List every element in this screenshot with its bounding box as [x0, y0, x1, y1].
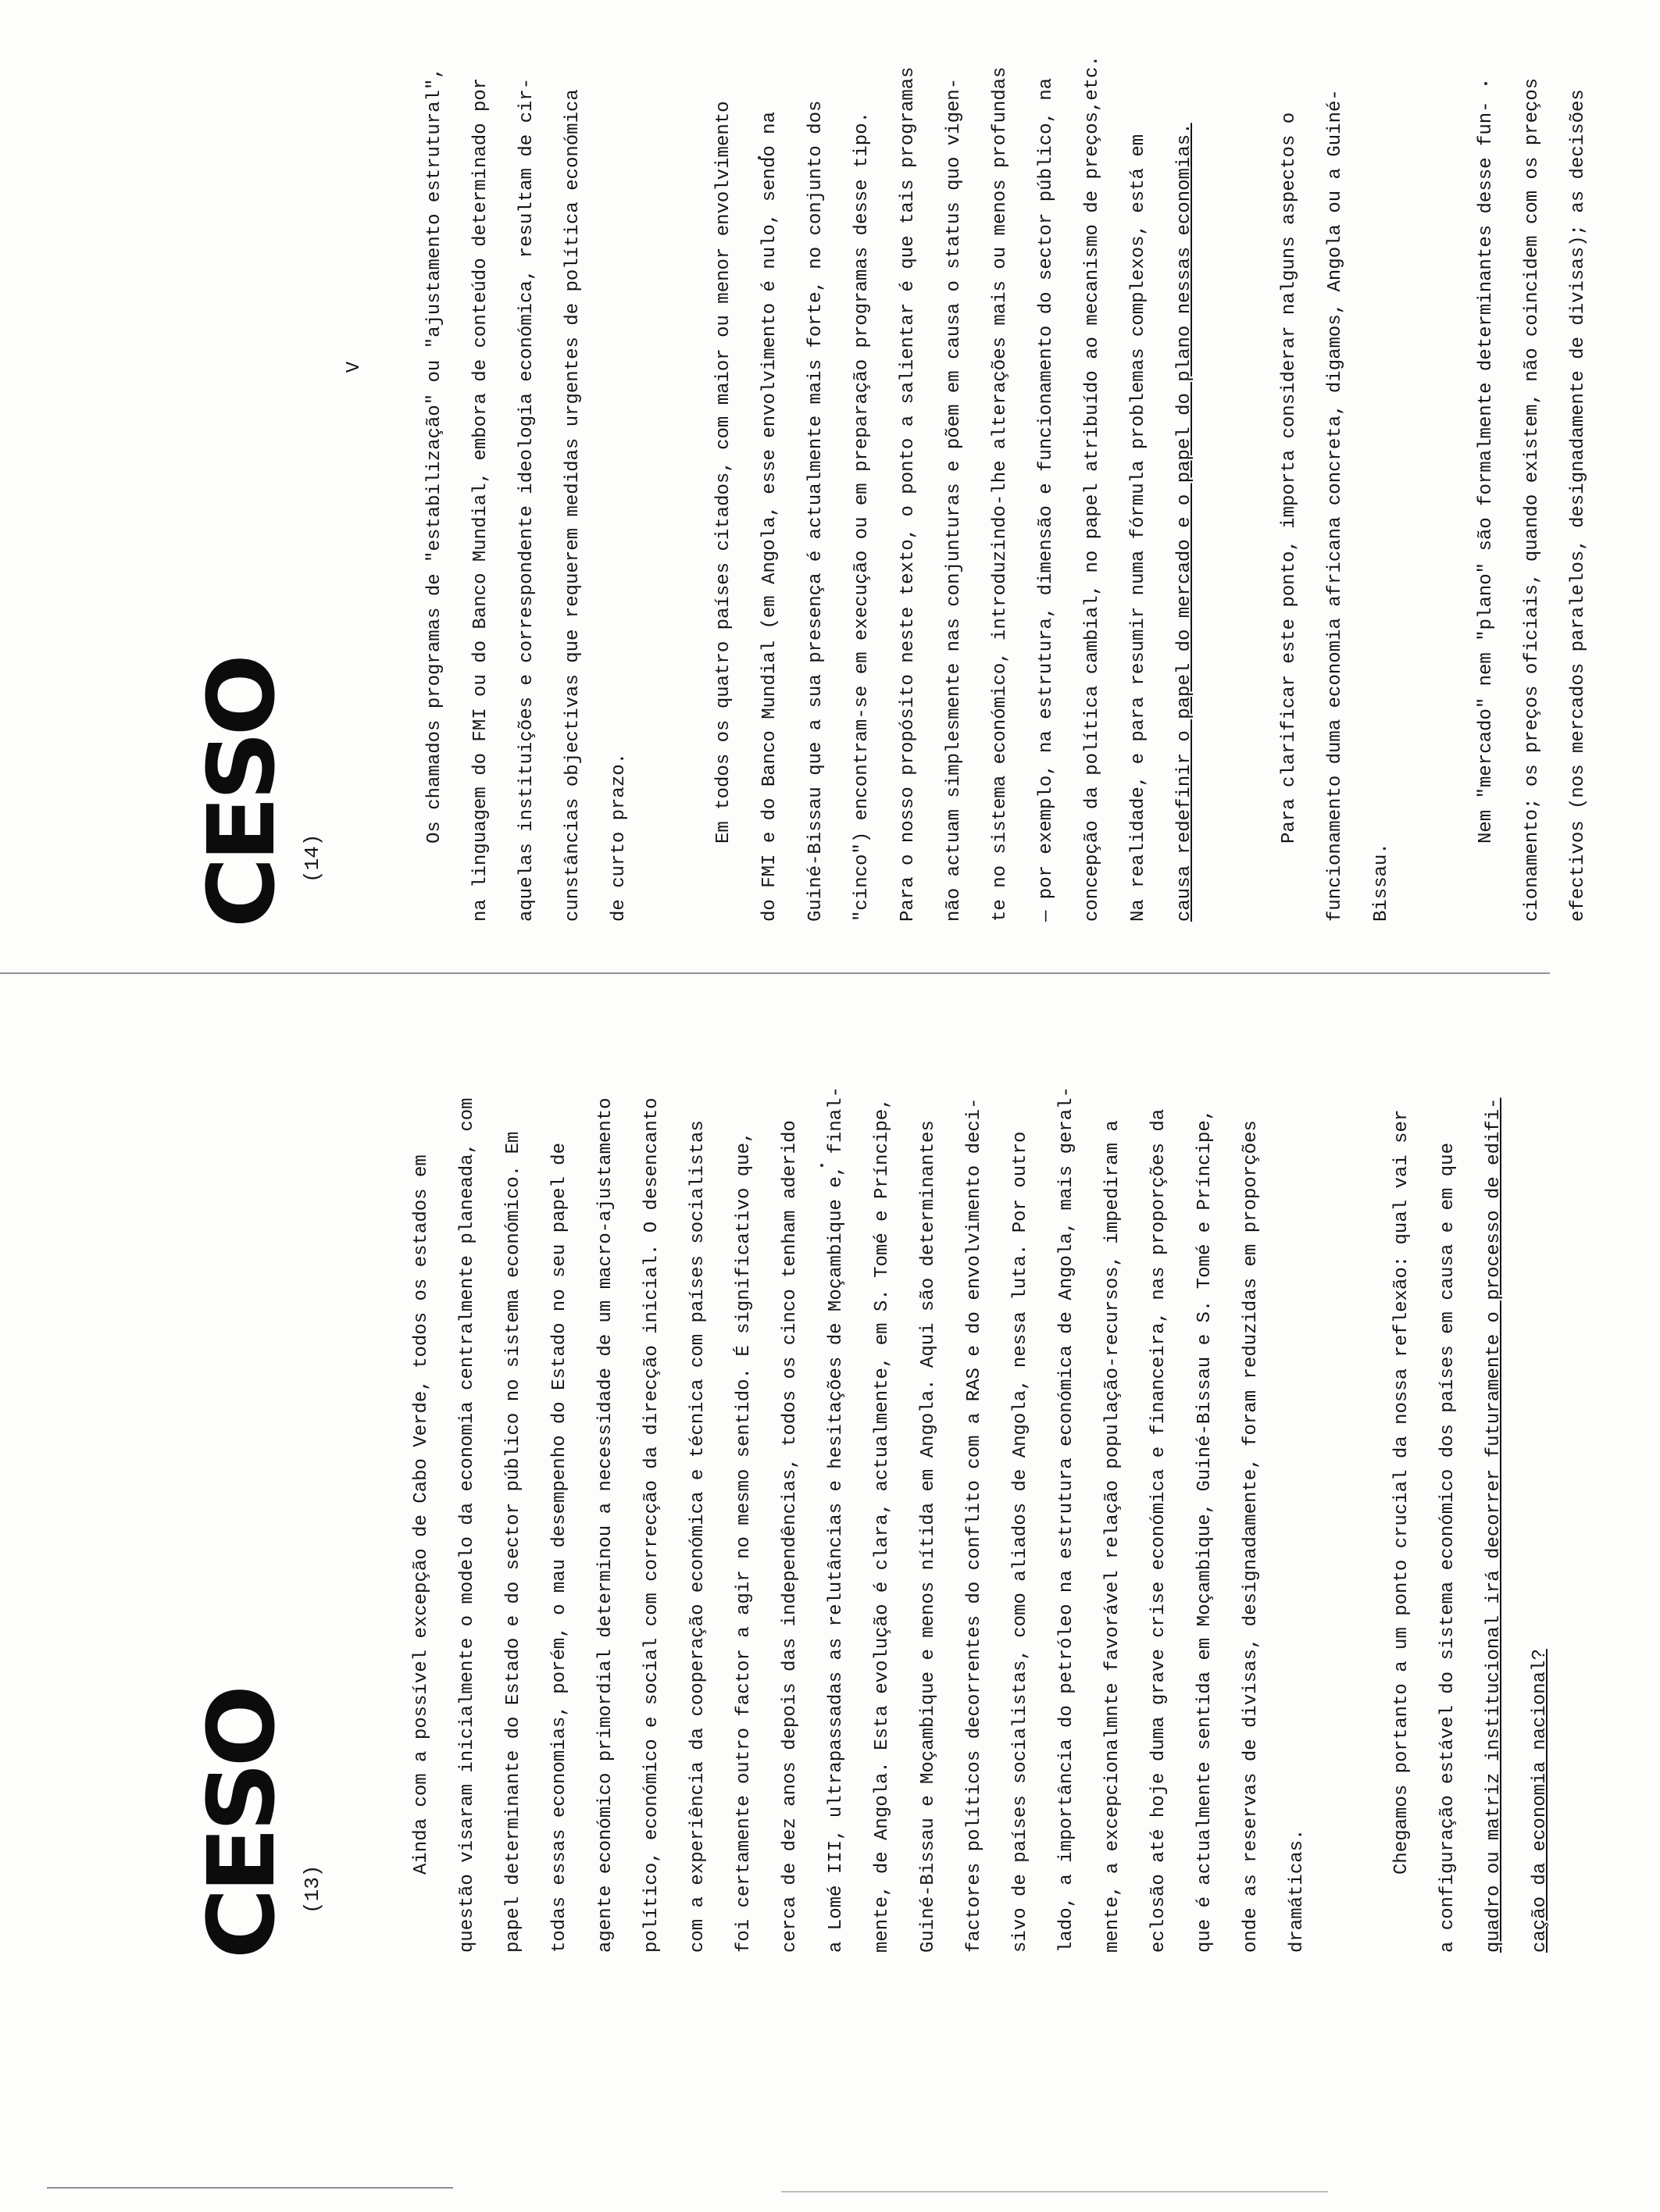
scan-rule: [47, 2187, 453, 2189]
paragraph: Ainda com a possível excepção de Cabo Verde, todos os estados em questão visaram inicialmente o modelo da economia centralmente planeada, com papel determinante do Estado e do sector público no sistema económico. Em todas essas economias, porém, o mau desempenho do Estado no seu papel de agente económico primordial determinou a necessidade de um macro-ajustamento político, económico e social com correcção da direcção inicial. O desencanto com a experiência da cooperação económica e técnica com países socialistas foi certamente outro factor a agir no mesmo sentido. É significativo que, cerca de dez anos depois das independências, todos os cinco tenham aderido a Lomé III, ultrapassadas as relutâncias e hesitações de Moçambique e, final- mente, de Angola. Esta evolução é clara, actualmente, em S. Tomé e Príncipe, Guiné-Bissau e Moçambique e menos nítida em Angola. Aqui são determinantes factores políticos decorrentes do conflito com a RAS e do envolvimento deci- sivo de países socialistas, como aliados de Angola, nessa luta. Por outro lado, a importância do petróleo na estrutura económica de Angola, mais geral- mente, a excepcionalmnte favorável relação população-recursos, impediram a eclosão até hoje duma grave crise económica e financeira, nas proporções da que é actualmente sentida em Moçambique, Guiné-Bissau e S. Tomé e Príncipe, onde as reservas de divisas, designadamente, foram reduzidas em proporções dramáticas.: [411, 1086, 1308, 1953]
scan-rule: [781, 2191, 1328, 2192]
paragraph: Chegamos portanto a um ponto crucial da nossa reflexão: qual vai ser a configuração estável do sistema económico dos países em causa e em que quadro ou matriz institucional irá decorrer futuramente o processo de edifi- cação da economia nacional?: [1391, 1097, 1551, 1953]
ceso-logo: CESO: [187, 1689, 295, 1960]
paragraph: Para clarificar este ponto, importa considerar nalguns aspectos o funcionamento duma economia africana concreta, digamos, Angola ou a Guiné- Bissau.: [1279, 89, 1392, 922]
paragraph: Em todos os quatro países citados, com maior ou menor envolvimento do FMI e do Banco Mundial (em Angola, esse envolvimento é nulo, sendo na Guiné-Bissau que a sua presença é actualmente mais forte, no conjunto dos "cinco") encontram-se em execução ou em preparação programas desse tipo. Para o nosso propósito neste texto, o ponto a salientar é que tais programas não actuam simplesmente nas conjunturas e põem em causa o status quo vigen- te no sistema económico, introduzindo-lhe alterações mais ou menos profundas — por exemplo, na estrutura, dimensão e funcionamento do sector público, na concepção da política cambial, no papel atribuído ao mecanismo de preços,etc. Na realidade, e para resumir numa fórmula problemas complexos, está em causa redefinir o papel do mercado e o papel do plano nessas economias.: [713, 55, 1195, 922]
page-14-body: [412, 0, 1601, 922]
section-heading: V: [344, 361, 365, 373]
paragraph: Nem "mercado" nem "plano" são formalmente determinantes desse fun- cionamento; os preços oficiais, quando existem, não coincidem com os preços efectivos (nos mercados paralelos, designadamente de divisas); as decisões: [1476, 77, 1589, 922]
document-page-14: [187, 0, 1660, 929]
document-page-13: [187, 937, 1622, 1960]
page-number: (14): [301, 833, 324, 883]
page-13-body: [398, 937, 1563, 1953]
paragraph: Os chamados programas de "estabilização" ou "ajustamento estrutural", na linguagem do FMI ou do Banco Mundial, embora de conteúdo determinado por aquelas instituições e correspondente ideologia económica, resultam de cir- cunstâncias objectivas que requerem medidas urgentes de política económica de curto prazo.: [424, 67, 630, 922]
page-number: (13): [301, 1864, 324, 1914]
ceso-logo: CESO: [187, 658, 295, 929]
